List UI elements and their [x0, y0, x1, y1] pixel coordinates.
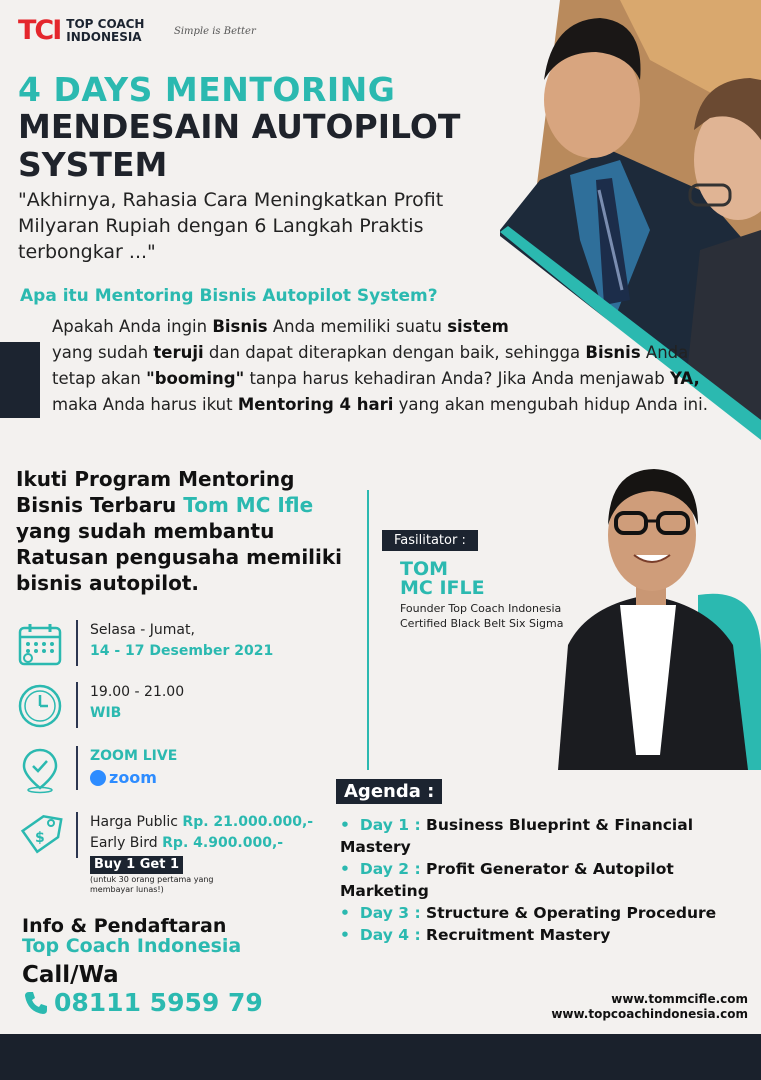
info-company: Top Coach Indonesia: [22, 935, 242, 957]
facilitator-label: Fasilitator :: [382, 530, 478, 551]
info-heading: Info & Pendaftaran: [22, 915, 227, 937]
headline-teal: 4 DAYS MENTORING: [18, 70, 396, 109]
website-link[interactable]: www.topcoachindonesia.com: [551, 1007, 748, 1021]
phone-icon: [22, 989, 50, 1017]
footer-bar: [0, 1034, 761, 1080]
agenda-label: Agenda :: [336, 779, 442, 804]
agenda-item: • Day 4 : Recruitment Mastery: [340, 926, 611, 944]
facilitator-desc: Founder Top Coach Indonesia Certified Black Belt Six Sigma: [400, 602, 564, 630]
agenda-item: • Day 1 : Business Blueprint & Financial Mastery: [340, 816, 694, 856]
zoom-logo: zoom: [90, 767, 157, 788]
location-pin-icon: [16, 746, 64, 794]
price-tag-icon: [16, 812, 64, 860]
tagline: Simple is Better: [174, 26, 256, 37]
agenda-item: • Day 2 : Profit Generator & Autopilot Marketing: [340, 860, 674, 900]
phone-number[interactable]: 08111 5959 79: [22, 988, 263, 1017]
divider: [367, 490, 369, 770]
call-label: Call/Wa: [22, 962, 119, 988]
logo-mark: TCI: [18, 15, 61, 46]
logo-brand: TOP COACH INDONESIA: [66, 17, 145, 44]
facilitator-name: TOM MC IFLE: [400, 558, 485, 599]
program-text: Ikuti Program Mentoring Bisnis Terbaru Tom MC Ifle yang sudah membantu Ratusan pengusaha memiliki bisnis autopilot.: [16, 467, 343, 595]
svg-text:$: $: [35, 830, 45, 846]
price-row: $ Harga Public Rp. 21.000.000,- Early Bird Rp. 4.900.000,- Buy 1 Get 1 (untuk 30 orang pertama yang membayar lunas!): [16, 812, 313, 899]
facilitator-photo: [548, 455, 761, 770]
clock-icon: [16, 682, 64, 730]
promo-badge: Buy 1 Get 1: [90, 856, 183, 874]
time-row: 19.00 - 21.00 WIB: [16, 682, 184, 730]
websites: [520, 992, 748, 1022]
tci-logo: [18, 16, 144, 46]
question-body: Apakah Anda ingin Bisnis Anda memiliki suatu sistem yang sudah teruji dan dapat diterapkan dengan baik, sehingga Bisnis Anda tetap akan "booming" tanpa harus kehadiran Anda? Jika Anda menjawab YA, maka Anda harus ikut Mentoring 4 hari yang akan mengubah hidup Anda ini.: [52, 317, 708, 414]
agenda-list: [340, 814, 761, 946]
date-row: Selasa - Jumat, 14 - 17 Desember 2021: [16, 620, 273, 668]
agenda-item: • Day 3 : Structure & Operating Procedure: [340, 904, 717, 922]
decorative-tab: [0, 342, 40, 418]
zoom-row: ZOOM LIVE zoom: [16, 746, 177, 794]
promo-note: (untuk 30 orang pertama yang membayar lunas!): [90, 875, 214, 894]
quote-text: "Akhirnya, Rahasia Cara Meningkatkan Profit Milyaran Rupiah dengan 6 Langkah Praktis terbongkar ...": [18, 189, 444, 263]
headline-main: MENDESAIN AUTOPILOT SYSTEM: [18, 107, 461, 184]
calendar-icon: [16, 620, 64, 668]
question-heading: Apa itu Mentoring Bisnis Autopilot System?: [20, 286, 438, 306]
website-link[interactable]: www.tommcifle.com: [611, 992, 748, 1006]
zoom-icon: [90, 770, 106, 786]
